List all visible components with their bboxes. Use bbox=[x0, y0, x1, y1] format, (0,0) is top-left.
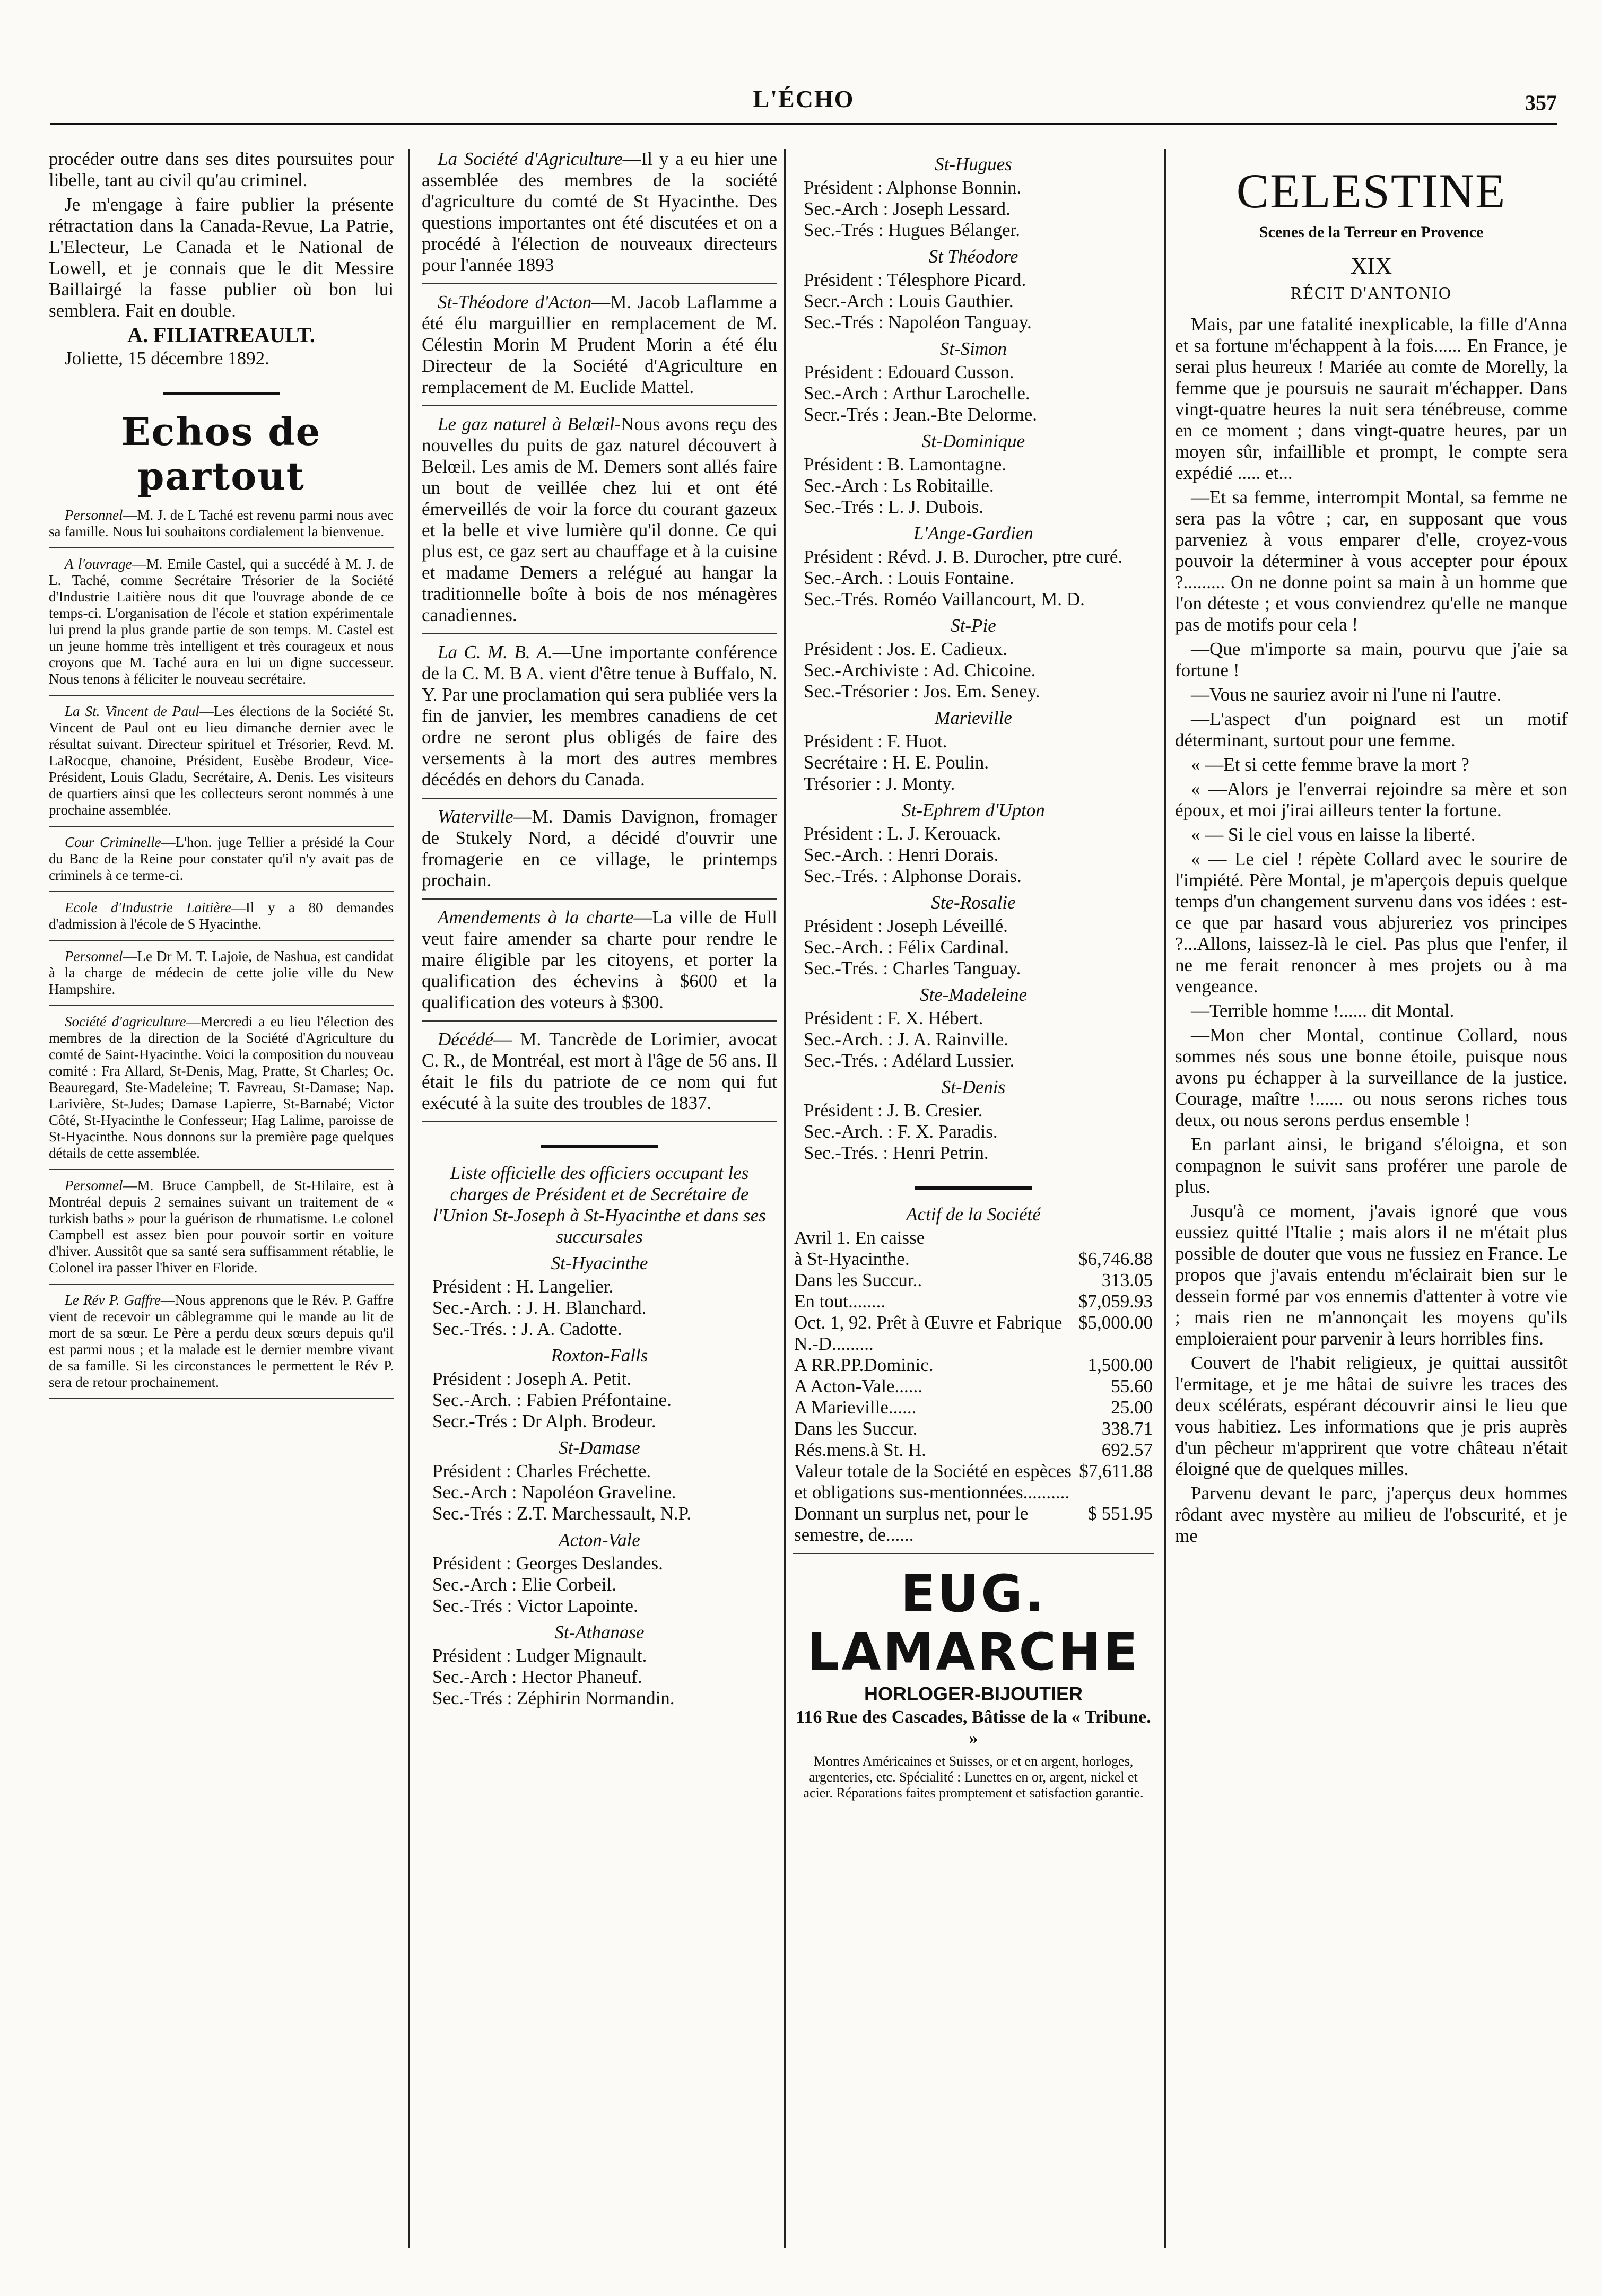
news-item-lead: Société d'agriculture bbox=[65, 1014, 186, 1029]
officer-line: Président : L. J. Kerouack. bbox=[804, 823, 1002, 844]
officer-line: Président : B. Lamontagne. bbox=[804, 454, 1007, 475]
officer-line: Sec.-Arch : Elie Corbeil. bbox=[432, 1574, 616, 1595]
news-item-text: —Une importante conférence de la C. M. B A. vient d'être tenue à Buffalo, N. Y. Par une proclamation qui sera publiée vers la fin de janvier, les membres canadiens de cet ordre ne seront plus obligés de faire des versements à la mort des autres membres décédés en dehors du Canada. bbox=[422, 642, 777, 790]
accounts-row bbox=[793, 1291, 1154, 1312]
newspaper-title: L'ÉCHO bbox=[753, 85, 855, 112]
accounts-amount: 313.05 bbox=[1101, 1270, 1153, 1290]
accounts-row bbox=[793, 1397, 1154, 1418]
accounts-amount: 692.57 bbox=[1101, 1439, 1153, 1460]
news-item-lead: Waterville bbox=[438, 806, 513, 827]
officers-list-intro: Liste officielle des officiers occupant les charges de Président et de Secrétaire de l'Union St-Joseph à St-Hyacinthe et dans ses succursales bbox=[433, 1163, 766, 1247]
news-item bbox=[49, 703, 394, 818]
accounts-table bbox=[793, 1227, 1154, 1546]
retraction-pledge: Je m'engage à faire publier la présente rétractation dans la Canada-Revue, La Patrie, L'Electeur, Le Canada et le National de Lowell, et je connais que le dit Messire Baillairgé la fasse publier où bon lui semblera. Fait en double. bbox=[49, 194, 394, 321]
item-separator bbox=[422, 898, 777, 900]
news-item-lead: Ecole d'Industrie Laitière bbox=[65, 900, 231, 915]
news-item-lead: La Société d'Agriculture bbox=[438, 149, 623, 169]
column-2 bbox=[422, 149, 777, 2238]
news-item bbox=[49, 1014, 394, 1162]
page-number: 357 bbox=[1525, 91, 1557, 115]
officer-line: Président : Georges Deslandes. bbox=[432, 1553, 663, 1574]
accounts-amount: 55.60 bbox=[1111, 1376, 1153, 1396]
serial-paragraph: « — Le ciel ! répète Collard avec le sourire de l'impiété. Père Montal, je m'aperçois depuis quelque temps d'un changement survenu dans vos idées : est-ce que par hasard vous abjureriez vos principes ?...Allons, laissez-là le ciel. Pas plus que l'enfer, il ne me ferait renoncer à mes projets ou à ma vengeance. bbox=[1175, 849, 1568, 997]
accounts-row bbox=[793, 1312, 1154, 1355]
news-item-text: —M. Bruce Campbell, de St-Hilaire, est à Montréal depuis 2 semaines suivant un traitement de « turkish baths » pour la guérison de rhumatisme. Le colonel Campbell est assez bien pour pouvoir sortir en voiture d'hiver. Aussitôt que sa santé sera suffisamment rétablie, le Colonel ira passer l'hiver en Floride. bbox=[49, 1177, 394, 1276]
news-item bbox=[422, 642, 777, 790]
accounts-row bbox=[793, 1227, 1154, 1249]
serial-paragraph: En parlant ainsi, le brigand s'éloigna, et son compagnon le suivit sans proférer une parole de plus. bbox=[1175, 1134, 1568, 1197]
column-divider bbox=[784, 149, 786, 2248]
accounts-label: A Marieville...... bbox=[794, 1397, 917, 1418]
accounts-amount: $7,059.93 bbox=[1078, 1291, 1153, 1312]
news-item bbox=[49, 507, 394, 540]
news-item bbox=[49, 1292, 394, 1391]
news-item bbox=[422, 149, 777, 276]
officer-line: Président : Jos. E. Cadieux. bbox=[804, 639, 1007, 659]
news-item-text: —Il y a 80 demandes d'admission à l'école de S Hyacinthe. bbox=[49, 900, 394, 932]
item-separator bbox=[422, 798, 777, 799]
accounts-row bbox=[793, 1270, 1154, 1291]
serial-paragraph: —Terrible homme !...... dit Montal. bbox=[1191, 1000, 1455, 1021]
news-item bbox=[422, 292, 777, 398]
serial-paragraph: « —Alors je l'enverrai rejoindre sa mère et son époux, et moi j'irai ailleurs tenter la fortune. bbox=[1175, 779, 1568, 820]
officer-line: Sec.-Arch. : Félix Cardinal. bbox=[804, 937, 1009, 957]
item-separator bbox=[49, 1284, 394, 1285]
accounts-label: Dans les Succur.. bbox=[794, 1270, 922, 1290]
parish-name: Ste-Rosalie bbox=[931, 892, 1016, 913]
accounts-label: Dans les Succur. bbox=[794, 1418, 918, 1439]
accounts-label: A Acton-Vale...... bbox=[794, 1376, 923, 1396]
news-item-lead: Amendements à la charte bbox=[438, 907, 634, 928]
news-item-lead: Personnel bbox=[65, 948, 123, 964]
officer-line: Président : Télesphore Picard. bbox=[804, 269, 1026, 290]
item-separator bbox=[49, 547, 394, 548]
item-separator bbox=[422, 405, 777, 406]
news-item bbox=[49, 900, 394, 932]
accounts-label: Donnant un surplus net, pour le semestre, de...... bbox=[794, 1503, 1029, 1545]
parish-name: St-Hugues bbox=[935, 154, 1012, 174]
serial-paragraph: —Et sa femme, interrompit Montal, sa femme ne sera pas la vôtre ; car, en supposant que vous parveniez à vous emparer d'elle, croyez-vous pouvoir la déterminer à vous accepter pour époux ?......... On ne donne point sa main à un homme que l'on déteste ; et vous conviendrez qu'elle ne manque pas de motifs pour cela ! bbox=[1175, 487, 1568, 635]
officer-line: Président : Ludger Mignault. bbox=[432, 1645, 647, 1666]
news-item bbox=[422, 907, 777, 1013]
officer-line: Sec.-Trés : Zéphirin Normandin. bbox=[432, 1688, 675, 1708]
news-item bbox=[49, 948, 394, 998]
item-separator bbox=[49, 891, 394, 892]
officer-line: Sec.-Trés : Napoléon Tanguay. bbox=[804, 312, 1032, 333]
section-title-echos: Echos de partout bbox=[121, 409, 321, 499]
parish-name: L'Ange-Gardien bbox=[913, 523, 1033, 544]
parish-name: St-Simon bbox=[939, 338, 1007, 359]
accounts-label: En tout........ bbox=[794, 1291, 886, 1312]
news-item-text: —Mercredi a eu lieu l'élection des membres de la direction de la Société d'Agriculture du comté de Saint-Hyacinthe. Voici la composition du nouveau comité : Fra Allard, St-Denis, Mag, Pratte, St Charles; Oc. Beauregard, Ste-Madeleine; T. Favreau, St-Damase; Nap. Larivière, St-Judes; Damase Lapierre, St-Barnabé; Victor Côté, St-Hyacinthe le Confesseur; Hag Lalime, paroisse de St-Hyacinthe. Nous donnons sur la première page quelques détails de cette assemblée. bbox=[49, 1014, 394, 1161]
officer-line: Président : F. Huot. bbox=[804, 731, 947, 752]
accounts-label: à St-Hyacinthe. bbox=[794, 1249, 910, 1269]
parish-name: Acton-Vale bbox=[559, 1530, 640, 1550]
officer-line: Sec.-Arch : Napoléon Graveline. bbox=[432, 1482, 676, 1503]
news-item-text: —M. J. de L Taché est revenu parmi nous avec sa famille. Nous lui souhaitons cordialement la bienvenue. bbox=[49, 507, 394, 539]
ad-address: 116 Rue des Cascades, Bâtisse de la « Tribune. » bbox=[796, 1707, 1151, 1748]
accounts-row bbox=[793, 1249, 1154, 1270]
item-separator bbox=[49, 940, 394, 941]
news-items bbox=[422, 149, 777, 1122]
item-separator bbox=[422, 283, 777, 284]
officer-line: Sec.-Arch. : Louis Fontaine. bbox=[804, 568, 1014, 588]
news-item-lead: Cour Criminelle bbox=[65, 834, 161, 850]
officer-line: Sec.-Trés : Z.T. Marchessault, N.P. bbox=[432, 1503, 692, 1524]
serial-title: CELESTINE bbox=[1236, 164, 1507, 218]
accounts-amount: 338.71 bbox=[1101, 1418, 1153, 1439]
advertisement bbox=[793, 1565, 1154, 1801]
serial-paragraph: Couvert de l'habit religieux, je quittai aussitôt l'ermitage, et je me hâtai de suivre les traces des deux scélérats, espérant découvrir ainsi le lieu que vous habitiez. Les informations que je pris auprès d'un pêcheur m'apprirent que votre château n'était éloigné que de quelques milles. bbox=[1175, 1352, 1568, 1479]
officer-line: Sec.-Trés. : Henri Petrin. bbox=[804, 1142, 989, 1163]
news-item bbox=[422, 806, 777, 891]
parish-name: St-Denis bbox=[941, 1077, 1006, 1097]
accounts-label: Oct. 1, 92. Prêt à Œuvre et Fabrique N.-D......... bbox=[794, 1312, 1063, 1354]
parish-name: St-Pie bbox=[951, 615, 996, 636]
officer-line: Secr.-Trés : Jean.-Bte Delorme. bbox=[804, 404, 1037, 425]
accounts-row bbox=[793, 1461, 1154, 1503]
accounts-amount bbox=[1077, 1227, 1154, 1249]
item-separator bbox=[49, 1398, 394, 1399]
accounts-row bbox=[793, 1355, 1154, 1376]
officer-line: Président : J. B. Cresier. bbox=[804, 1100, 983, 1121]
accounts-row bbox=[793, 1503, 1154, 1546]
officer-line: Sec.-Trés : Victor Lapointe. bbox=[432, 1595, 638, 1616]
news-item-text: —Nous apprenons que le Rév. P. Gaffre vient de recevoir un câblegramme qui le mande au lit de mort de sa sœur. Le Père a perdu deux sœurs depuis qu'il est parmi nous ; et la malade est le dernier membre vivant de sa famille. Si les circonstances le permettent le Rév P. sera de retour prochainement. bbox=[49, 1292, 394, 1390]
item-separator bbox=[49, 695, 394, 696]
officer-line: Sec.-Trés : L. J. Dubois. bbox=[804, 496, 983, 517]
news-item-text: —M. Damis Davignon, fromager de Stukely Nord, a décidé d'ouvrir une fromagerie en ce village, le printemps prochain. bbox=[422, 806, 777, 891]
parish-name: St Théodore bbox=[928, 246, 1018, 267]
officer-line: Président : Charles Fréchette. bbox=[432, 1461, 651, 1481]
column-3 bbox=[793, 149, 1154, 2238]
parish-name: St-Ephrem d'Upton bbox=[902, 800, 1045, 820]
parish-name: St-Hyacinthe bbox=[551, 1253, 648, 1273]
officer-line: Président : Alphonse Bonnin. bbox=[804, 177, 1022, 198]
accounts-label: Valeur totale de la Société en espèces et obligations sus-mentionnées.......... bbox=[794, 1461, 1072, 1503]
serial-paragraph: « — Si le ciel vous en laisse la liberté. bbox=[1191, 824, 1476, 845]
news-item-lead: La St. Vincent de Paul bbox=[65, 703, 199, 719]
retraction-intro: procéder outre dans ses dites poursuites pour libelle, tant au civil qu'au criminel. bbox=[49, 149, 394, 190]
officer-line: Sec.-Trés. : Alphonse Dorais. bbox=[804, 866, 1022, 886]
officer-line: Secr.-Arch : Louis Gauthier. bbox=[804, 291, 1014, 311]
accounts-amount: 1,500.00 bbox=[1087, 1355, 1153, 1375]
officer-line: Sec.-Arch. : J. H. Blanchard. bbox=[432, 1297, 647, 1318]
news-item-text: — M. Tancrède de Lorimier, avocat C. R., de Montréal, est mort à l'âge de 56 ans. Il était le fils du patriote de ce nom qui fut exécuté à la suite des troubles de 1837. bbox=[422, 1029, 777, 1113]
ornament-rule bbox=[49, 379, 394, 400]
officer-line: Sec.-Arch : Hector Phaneuf. bbox=[432, 1666, 642, 1687]
officer-line: Sec.-Arch. : J. A. Rainville. bbox=[804, 1029, 1008, 1050]
officer-line: Sec.-Trés : Hugues Bélanger. bbox=[804, 220, 1020, 240]
header-rule bbox=[50, 123, 1557, 125]
parish-name: St-Dominique bbox=[921, 431, 1025, 451]
officer-line: Sec.-Arch : Joseph Lessard. bbox=[804, 198, 1011, 219]
parish-name: Marieville bbox=[935, 708, 1012, 728]
officer-line: Président : Edouard Cusson. bbox=[804, 362, 1014, 382]
officer-line: Président : Révd. J. B. Durocher, ptre curé. bbox=[804, 546, 1123, 567]
news-item-lead: Le Rév P. Gaffre bbox=[65, 1292, 161, 1308]
serial-paragraph: Parvenu devant le parc, j'aperçus deux hommes rôdant avec mystère au milieu de l'obscurité, et je me bbox=[1175, 1483, 1568, 1546]
serial-subtitle: Scenes de la Terreur en Provence bbox=[1259, 223, 1484, 241]
serial-paragraph: Jusqu'à ce moment, j'avais ignoré que vous eussiez quitté l'Italie ; mais alors il ne m'était plus possible de douter que vous ne fussiez en France. Le propos que j'avais entendu m'éclairait bien sur le dessein formé par vos ennemis d'attenter à votre vie ; mais rien ne m'annonçait les moyens qu'ils emploieraient pour parvenir à leurs horribles fins. bbox=[1175, 1201, 1568, 1349]
parish-name: St-Damase bbox=[559, 1437, 640, 1458]
accounts-row bbox=[793, 1439, 1154, 1461]
officer-line: Sec.-Trés. : J. A. Cadotte. bbox=[432, 1319, 622, 1339]
accounts-amount: $7,611.88 bbox=[1079, 1461, 1153, 1481]
accounts-amount: 25.00 bbox=[1111, 1397, 1153, 1418]
column-divider bbox=[1164, 149, 1166, 2248]
news-item-lead: A l'ouvrage bbox=[65, 556, 132, 572]
officer-line: Secr.-Trés : Dr Alph. Brodeur. bbox=[432, 1411, 656, 1431]
news-item-lead: Décédé bbox=[438, 1029, 493, 1050]
news-item-lead: Personnel bbox=[65, 1177, 123, 1193]
signature: A. FILIATREAULT. bbox=[127, 323, 315, 347]
ad-description: Montres Américaines et Suisses, or et en argent, horloges, argenteries, etc. Spécialité : Lunettes en or, argent, nickel et acier. Réparations faites promptement et satisfaction garantie. bbox=[803, 1753, 1144, 1801]
officer-line: Sec.-Archiviste : Ad. Chicoine. bbox=[804, 660, 1036, 680]
news-item-text: —Le Dr M. T. Lajoie, de Nashua, est candidat à la charge de médecin de cette jolie ville du New Hampshire. bbox=[49, 948, 394, 997]
accounts-amount: $6,746.88 bbox=[1078, 1249, 1153, 1269]
news-item bbox=[49, 834, 394, 884]
serial-paragraph: —Mon cher Montal, continue Collard, nous sommes nés sous une bonne étoile, puisque nous avons pu échapper à la surveillance de la justice. Courage, maître !...... ou nous serons riches tous deux, ou nous serons perdus ensemble ! bbox=[1175, 1025, 1568, 1130]
dateline: Joliette, 15 décembre 1892. bbox=[65, 348, 269, 369]
officer-line: Sec.-Trés. : Adélard Lussier. bbox=[804, 1050, 1015, 1071]
serial-paragraph: —Vous ne sauriez avoir ni l'une ni l'autre. bbox=[1191, 684, 1502, 705]
ornament-rule bbox=[793, 1173, 1154, 1194]
item-separator bbox=[49, 1005, 394, 1006]
news-item bbox=[422, 414, 777, 626]
item-separator bbox=[49, 826, 394, 827]
officer-line: Président : H. Langelier. bbox=[432, 1276, 614, 1297]
accounts-title: Actif de la Société bbox=[906, 1204, 1041, 1225]
officer-line: Sec.-Arch. : Fabien Préfontaine. bbox=[432, 1390, 672, 1410]
accounts-row bbox=[793, 1376, 1154, 1397]
serial-paragraph: « —Et si cette femme brave la mort ? bbox=[1191, 754, 1469, 775]
accounts-label: Avril 1. En caisse bbox=[794, 1227, 925, 1248]
ad-business-name: EUG. LAMARCHE bbox=[807, 1564, 1140, 1682]
news-item-text: —Les élections de la Société St. Vincent de Paul ont eu lieu dimanche dernier avec le résultat suivant. Directeur spirituel et Trésorier, Revd. M. LaRocque, chanoine, Président, Eusèbe Brodeur, Vice-Président, Louis Gladu, Secrétaire, A. Denis. Les visiteurs de quartiers ainsi que les collecteurs seront nommés à une prochaine assemblée. bbox=[49, 703, 394, 818]
officer-line: Sec.-Trés. : Charles Tanguay. bbox=[804, 958, 1021, 979]
parish-list bbox=[793, 154, 1154, 1164]
news-item bbox=[49, 556, 394, 687]
news-item-text: —La ville de Hull veut faire amender sa charte pour rendre le maire éligible par les citoyens, et porter la qualification des échevins à $600 et la qualification des voteurs à $300. bbox=[422, 907, 777, 1012]
news-item-lead: Le gaz naturel à Belœil bbox=[438, 414, 615, 434]
accounts-amount: $ 551.95 bbox=[1087, 1503, 1153, 1524]
officer-line: Sec.-Arch : Ls Robitaille. bbox=[804, 475, 994, 496]
column-1 bbox=[49, 149, 394, 2238]
officer-line: Président : Joseph A. Petit. bbox=[432, 1368, 632, 1389]
divider bbox=[793, 1553, 1154, 1554]
news-item bbox=[422, 1029, 777, 1114]
news-item-lead: St-Théodore d'Acton bbox=[438, 292, 592, 312]
news-item-text: —Il y a eu hier une assemblée des membres de la société d'agriculture du comté de St Hyacinthe. Des questions importantes ont été discutées et on a procédé à l'élection de nouveaux directeurs pour l'année 1893 bbox=[422, 149, 777, 275]
officer-line: Président : F. X. Hébert. bbox=[804, 1008, 983, 1028]
column-4 bbox=[1175, 149, 1568, 2238]
chapter-number: XIX bbox=[1350, 253, 1392, 279]
item-separator bbox=[49, 1169, 394, 1170]
officer-line: Secrétaire : H. E. Poulin. bbox=[804, 752, 989, 773]
ad-trade: HORLOGER-BIJOUTIER bbox=[864, 1683, 1083, 1705]
item-separator bbox=[422, 633, 777, 634]
serial-paragraph: —Que m'importe sa main, pourvu que j'aie sa fortune ! bbox=[1175, 639, 1568, 680]
news-item-text: —L'hon. juge Tellier a présidé la Cour du Banc de la Reine pour constater qu'il n'y avait pas de criminels à ce terme-ci. bbox=[49, 834, 394, 883]
serial-paragraph: Mais, par une fatalité inexplicable, la fille d'Anna et sa fortune m'échappent à la fois...... En France, je serai plus heureux ! Mariée au comte de Morelly, la femme que je poursuis ne saurait m'échapper. Dans vingt-quatre heures la nuit sera ténébreuse, comme en ce moment ; dans vingt-quatre heures, par un moyen sûr, infaillible et prompt, le compte sera expédié ..... et... bbox=[1175, 314, 1568, 483]
officer-line: Sec.-Trésorier : Jos. Em. Seney. bbox=[804, 681, 1040, 702]
ornament-rule bbox=[422, 1132, 777, 1153]
item-separator bbox=[422, 1020, 777, 1022]
accounts-amount: $5,000.00 bbox=[1078, 1312, 1153, 1333]
news-item bbox=[49, 1177, 394, 1276]
item-separator bbox=[422, 1121, 777, 1122]
officer-line: Président : Joseph Léveillé. bbox=[804, 915, 1008, 936]
parish-name: Roxton-Falls bbox=[551, 1345, 648, 1366]
accounts-label: A RR.PP.Dominic. bbox=[794, 1355, 934, 1375]
chapter-title: RÉCIT D'ANTONIO bbox=[1291, 283, 1452, 302]
officer-line: Sec.-Arch. : Henri Dorais. bbox=[804, 844, 999, 865]
officer-line: Sec.-Trés. Roméo Vaillancourt, M. D. bbox=[804, 589, 1085, 609]
news-item-text: -Nous avons reçu des nouvelles du puits de gaz naturel découvert à Belœil. Les amis de M. Demers sont allés faire un bout de veillée chez lui et ont été émerveillés de voir la force du courant gazeux et la belle et vive lumière qu'il donne. Ce qui plus est, ce gaz sert au chauffage et à la cuisine et madame Demers a relégué au hangar la traditionnelle boîte à bois de nos ménagères canadiennes. bbox=[422, 414, 777, 625]
news-item-lead: La C. M. B. A. bbox=[438, 642, 553, 662]
news-item-lead: Personnel bbox=[65, 507, 123, 523]
accounts-label: Rés.mens.à St. H. bbox=[794, 1439, 926, 1460]
page-header bbox=[50, 85, 1557, 127]
column-divider bbox=[408, 149, 410, 2248]
parish-name: Ste-Madeleine bbox=[919, 984, 1028, 1005]
officer-line: Sec.-Arch : Arthur Larochelle. bbox=[804, 383, 1030, 404]
news-items bbox=[49, 507, 394, 1399]
accounts-row bbox=[793, 1418, 1154, 1439]
parish-name: St-Athanase bbox=[554, 1622, 645, 1643]
news-item-text: —M. Emile Castel, qui a succédé à M. J. de L. Taché, comme Secrétaire Trésorier de la Société d'Industrie Laitière nous dit que l'ouvrage abonde de ce temps-ci. L'organisation de l'école et station expérimentale lui prend la plus grande partie de son temps. M. Castel est un jeune homme très intelligent et très courageux et nous croyons que M. Taché aura en lui un digne successeur. Nous tenons à féliciter le nouveau secrétaire. bbox=[49, 556, 394, 687]
serial-paragraph: —L'aspect d'un poignard est un motif déterminant, surtout pour une femme. bbox=[1175, 709, 1568, 750]
serial-text bbox=[1175, 314, 1568, 1547]
news-item-text: —M. Jacob Laflamme a été élu marguillier en remplacement de M. Célestin Morin M Prudent Morin a été élu Directeur de la Société d'Agriculture en remplacement de M. Euclide Mattel. bbox=[422, 292, 777, 397]
parish-list bbox=[422, 1253, 777, 1709]
officer-line: Trésorier : J. Monty. bbox=[804, 773, 955, 794]
officer-line: Sec.-Arch. : F. X. Paradis. bbox=[804, 1121, 998, 1142]
